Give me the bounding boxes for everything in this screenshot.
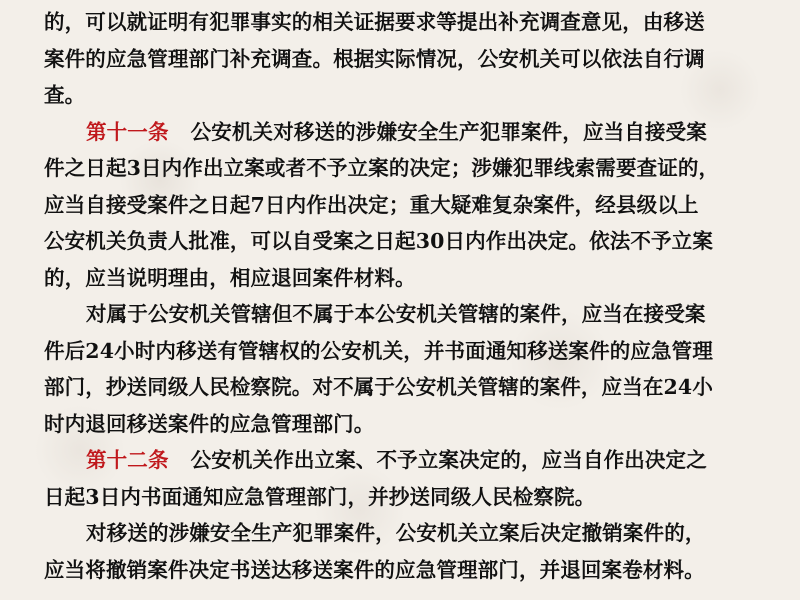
text-line: 查。	[44, 83, 86, 107]
text-line: 案件的应急管理部门补充调查。根据实际情况，公安机关可以依法自行调	[44, 46, 705, 71]
article-12-heading-line	[44, 442, 766, 479]
paragraph-start-line: 对属于公安机关管辖但不属于本公安机关管辖的案件，应当在接受案	[86, 302, 706, 326]
text-line: 公安机关对移送的涉嫌安全生产犯罪案件，应当自接受案	[190, 119, 707, 144]
text-line: 应当自接受案件之日起7日内作出决定；重大疑难复杂案件，经县级以上	[44, 192, 699, 217]
text-line: 部门，抄送同级人民检察院。对不属于公安机关管辖的案件，应当在24小	[44, 375, 713, 399]
text-line: 公安机关负责人批准，可以自受案之日起30日内作出决定。依法不予立案	[44, 229, 713, 253]
article-11-heading-line	[44, 114, 766, 151]
article-number: 第十二条	[86, 448, 169, 472]
text-line: 公安机关作出立案、不予立案决定的，应当自作出决定之	[190, 448, 707, 472]
text-line: 件之日起3日内作出立案或者不予立案的决定；涉嫌犯罪线索需要查证的，	[44, 156, 720, 180]
text-line: 件后24小时内移送有管辖权的公安机关，并书面通知移送案件的应急管理	[44, 338, 713, 363]
paragraph-start-line: 对移送的涉嫌安全生产犯罪案件，公安机关立案后决定撤销案件的，	[86, 521, 706, 545]
text-line: 日起3日内书面通知应急管理部门，并抄送同级人民检察院。	[44, 484, 596, 509]
text-line: 时内退回移送案件的应急管理部门。	[44, 411, 375, 436]
text-line: 的，可以就证明有犯罪事实的相关证据要求等提出补充调查意见，由移送	[44, 10, 705, 34]
article-number: 第十一条	[86, 119, 169, 144]
text-line: 的，应当说明理由，相应退回案件材料。	[44, 265, 416, 290]
text-line: 应当将撤销案件决定书送达移送案件的应急管理部门，并退回案卷材料。	[44, 557, 705, 582]
